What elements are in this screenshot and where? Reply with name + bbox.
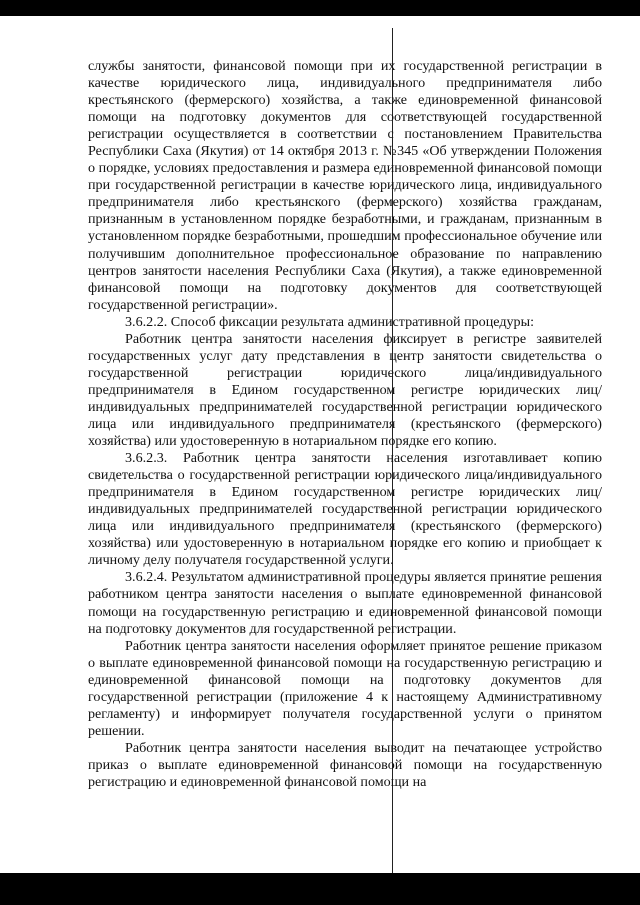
paragraph-3-6-2-3: 3.6.2.3. Работник центра занятости населения изготавливает копию свидетельства о государственной регистрации юридического лица/индивидуального предпринимателя в Едином государственном регистре юридических лиц/индивидуальных предпринимателей государственной регистрации юридического лица или индивидуального предпринимателя (крестьянского (фермерского) хозяйства) или удостоверенную в нотариальном порядке его копию и приобщает к личному делу получателя государственной услуги. — [88, 450, 602, 569]
paragraph-order-decision: Работник центра занятости населения оформляет принятое решение приказом о выплате единовременной финансовой помощи на государственную регистрацию и единовременной финансовой помощи на подготовку документов для государственной регистрации (приложение 4 к настоящему Административному регламенту) и информирует получателя государственной услуги о принятом решении. — [88, 637, 602, 739]
paragraph-fixation: Работник центра занятости населения фиксирует в регистре заявителей государственных услуг дату представления в центр занятости свидетельства о государственной регистрации юридического лица/индивидуального предпринимателя в Едином государственном регистре юридических лиц/индивидуальных предпринимателей государственной регистрации юридического лица или индивидуального предпринимателя (крестьянского (фермерского) хозяйства) или удостоверенную в нотариальном порядке его копию. — [88, 330, 602, 450]
paragraph-3-6-2-4: 3.6.2.4. Результатом административной процедуры является принятие решения работником центра занятости населения о выплате единовременной финансовой помощи на государственную регистрацию и единовременной финансовой помощи на подготовку документов для государственной регистрации. — [88, 569, 602, 637]
document-page — [88, 58, 602, 791]
paragraph-print-order: Работник центра занятости населения выводит на печатающее устройство приказ о выплате единовременной финансовой помощи на государственную регистрацию и единовременной финансовой помощи на — [88, 739, 602, 790]
paragraph-3-6-2-2: 3.6.2.2. Способ фиксации результата административной процедуры: — [125, 313, 534, 330]
scan-bottom-border — [0, 873, 640, 905]
paragraph-registration-basis: службы занятости, финансовой помощи при их государственной регистрации в качестве юридического лица, индивидуального предпринимателя либо крестьянского (фермерского) хозяйства, а также единовременной финансовой помощи на подготовку документов для соответствующей государственной регистрации осуществляется в соответствии с постановлением Правительства Республики Саха (Якутия) от 14 октября 2013 г. №345 «Об утверждении Положения о порядке, условиях предоставления и размера единовременной финансовой помощи при государственной регистрации в качестве юридического лица, индивидуального предпринимателя либо крестьянского (фермерского) хозяйства гражданам, признанным в установленном порядке безработными, и гражданам, признанным в установленном порядке безработными, прошедшим профессиональное обучение или получившим дополнительное профессиональное образование по направлению центров занятости населения Республики Саха (Якутия), а также единовременной финансовой помощи на подготовку документов для соответствующей государственной регистрации». — [88, 58, 602, 313]
scan-top-border — [0, 0, 640, 16]
